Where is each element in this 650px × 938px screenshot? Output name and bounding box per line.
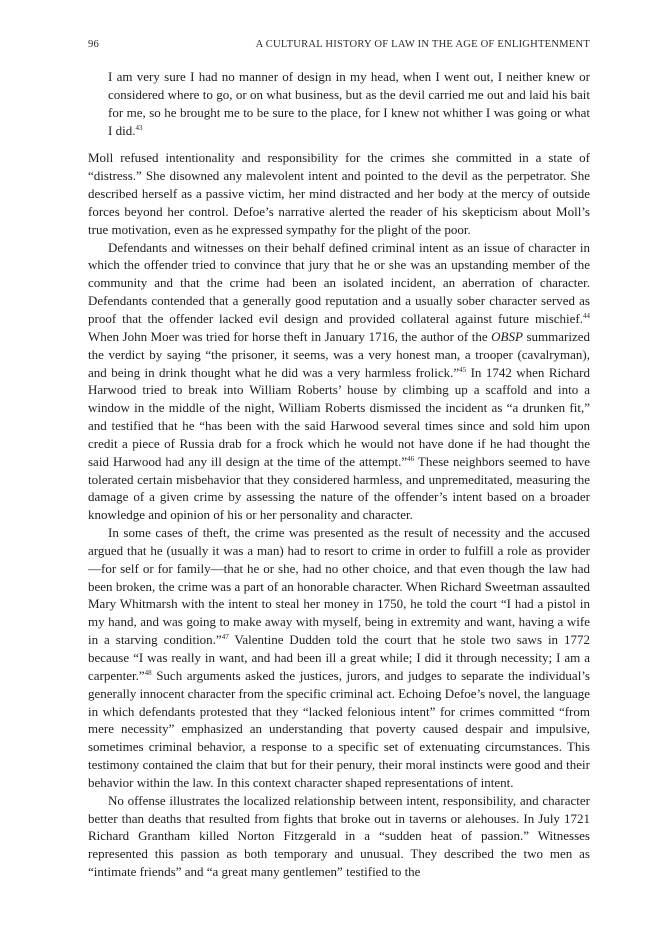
italic-text: OBSP — [491, 328, 523, 344]
text-run: When John Moer was tried for horse theft in January 1716, the author of the — [88, 328, 492, 344]
page-number: 96 — [88, 39, 99, 50]
running-title: A CULTURAL HISTORY OF LAW IN THE AGE OF ENLIGHTENMENT — [255, 39, 590, 50]
body-text — [88, 68, 590, 881]
paragraph — [88, 149, 590, 238]
paragraph — [88, 239, 590, 525]
block-quote — [88, 68, 590, 139]
text-run: These neighbors seemed to have tolerated certain misbehavior that they considered harmless, and unpremeditated, measuring the damage of a given crime by assessing the nature of the offender’s intent based on a broader knowledge and opinion of his or her personality and character. — [88, 453, 590, 523]
running-header — [88, 39, 590, 50]
footnote-marker: 47 — [221, 633, 229, 642]
text-run: I am very sure I had no manner of design in my head, when I went out, I neither knew or considered where to go, or on what business, but as the devil carried me out and laid his bait for me, so he brought me to be sure to the place, for I knew not whither I was going or what I did. — [108, 69, 590, 138]
footnote-marker: 45 — [459, 365, 467, 374]
footnote-marker: 46 — [407, 454, 415, 463]
text-run: summarized the verdict by saying “the prisoner, it seems, was a very honest man, a trooper (cavalryman), and being in drink thought what he did was a very harmless frolick.” — [88, 328, 590, 380]
footnote-marker: 48 — [144, 668, 152, 677]
footnote-marker: 44 — [583, 311, 590, 320]
text-run: Valentine Dudden told the court that he stole two saws in 1772 because “I was really in want, and had been ill a great while; I did it through necessity; I am a carpenter.” — [88, 632, 590, 683]
paragraph — [88, 792, 590, 881]
text-run: In 1742 when Richard Harwood tried to break into William Roberts’ house by climbing up a scaffold and into a window in the middle of the night, William Roberts dismissed the incident as “a drunken fit,” and testified that he “has been with the said Harwood several times since and sold him upon credit a piece of Russia drab for a frock which he would not have done if he had thought the said Harwood had any ill design at the time of the attempt.” — [88, 364, 590, 469]
text-run: Defendants and witnesses on their behalf defined criminal intent as an issue of character in which the offender tried to convince that jury that he or she was an upstanding member of the community and that the crime had been an isolated incident, an aberration of character. Defendants contended that a generally good reputation and a usually sober character served as proof that the offender lacked evil design and provided collateral against future mischief. — [88, 239, 590, 326]
text-run: No offense illustrates the localized relationship between intent, responsibility, and character better than deaths that resulted from fights that broke out in taverns or alehouses. In July 1721 Richard Grantham killed Norton Fitzgerald in a “sudden heat of passion.” Witnesses represented this passion as both temporary and unusual. They described the two men as “intimate friends” and “a great many gentlemen” testified to the — [88, 792, 590, 880]
text-run: Such arguments asked the justices, jurors, and judges to separate the individual’s generally innocent character from the specific criminal act. Echoing Defoe’s novel, the language in which defendants protested that they “lacked felonious intent” for crimes committed “from mere necessity” emphasized an understanding that poverty caused despair and impulsive, sometimes criminal behavior, a response to a specific set of extenuating circumstances. This testimony contained the claim that but for their penury, their moral instincts were good and their behavior within the law. In this context character shaped representations of intent. — [88, 667, 590, 790]
text-run: Moll refused intentionality and responsibility for the crimes she committed in a state of “distress.” She disowned any malevolent intent and pointed to the devil as the perpetrator. She described herself as a passive victim, her mind distracted and her body at the mercy of outside forces beyond her control. Defoe’s narrative alerted the reader of his skepticism about Moll’s true motivation, even as he expressed sympathy for the plight of the poor. — [88, 150, 590, 237]
footnote-marker: 43 — [135, 123, 143, 132]
paragraph — [88, 524, 590, 792]
text-run: In some cases of theft, the crime was presented as the result of necessity and the accused argued that he (usually it was a man) had to resort to crime in order to fulfill a role as provider—for self or for family—that he or she, had no other choice, and that even though the law had been broken, the crime was a part of an honorable character. When Richard Sweetman assaulted Mary Whitmarsh with the intent to steal her money in 1750, he told the court “I had a pistol in my hand, and was going to make away with myself, being in extremity and want, having a wife in a starving condition.” — [88, 525, 590, 648]
